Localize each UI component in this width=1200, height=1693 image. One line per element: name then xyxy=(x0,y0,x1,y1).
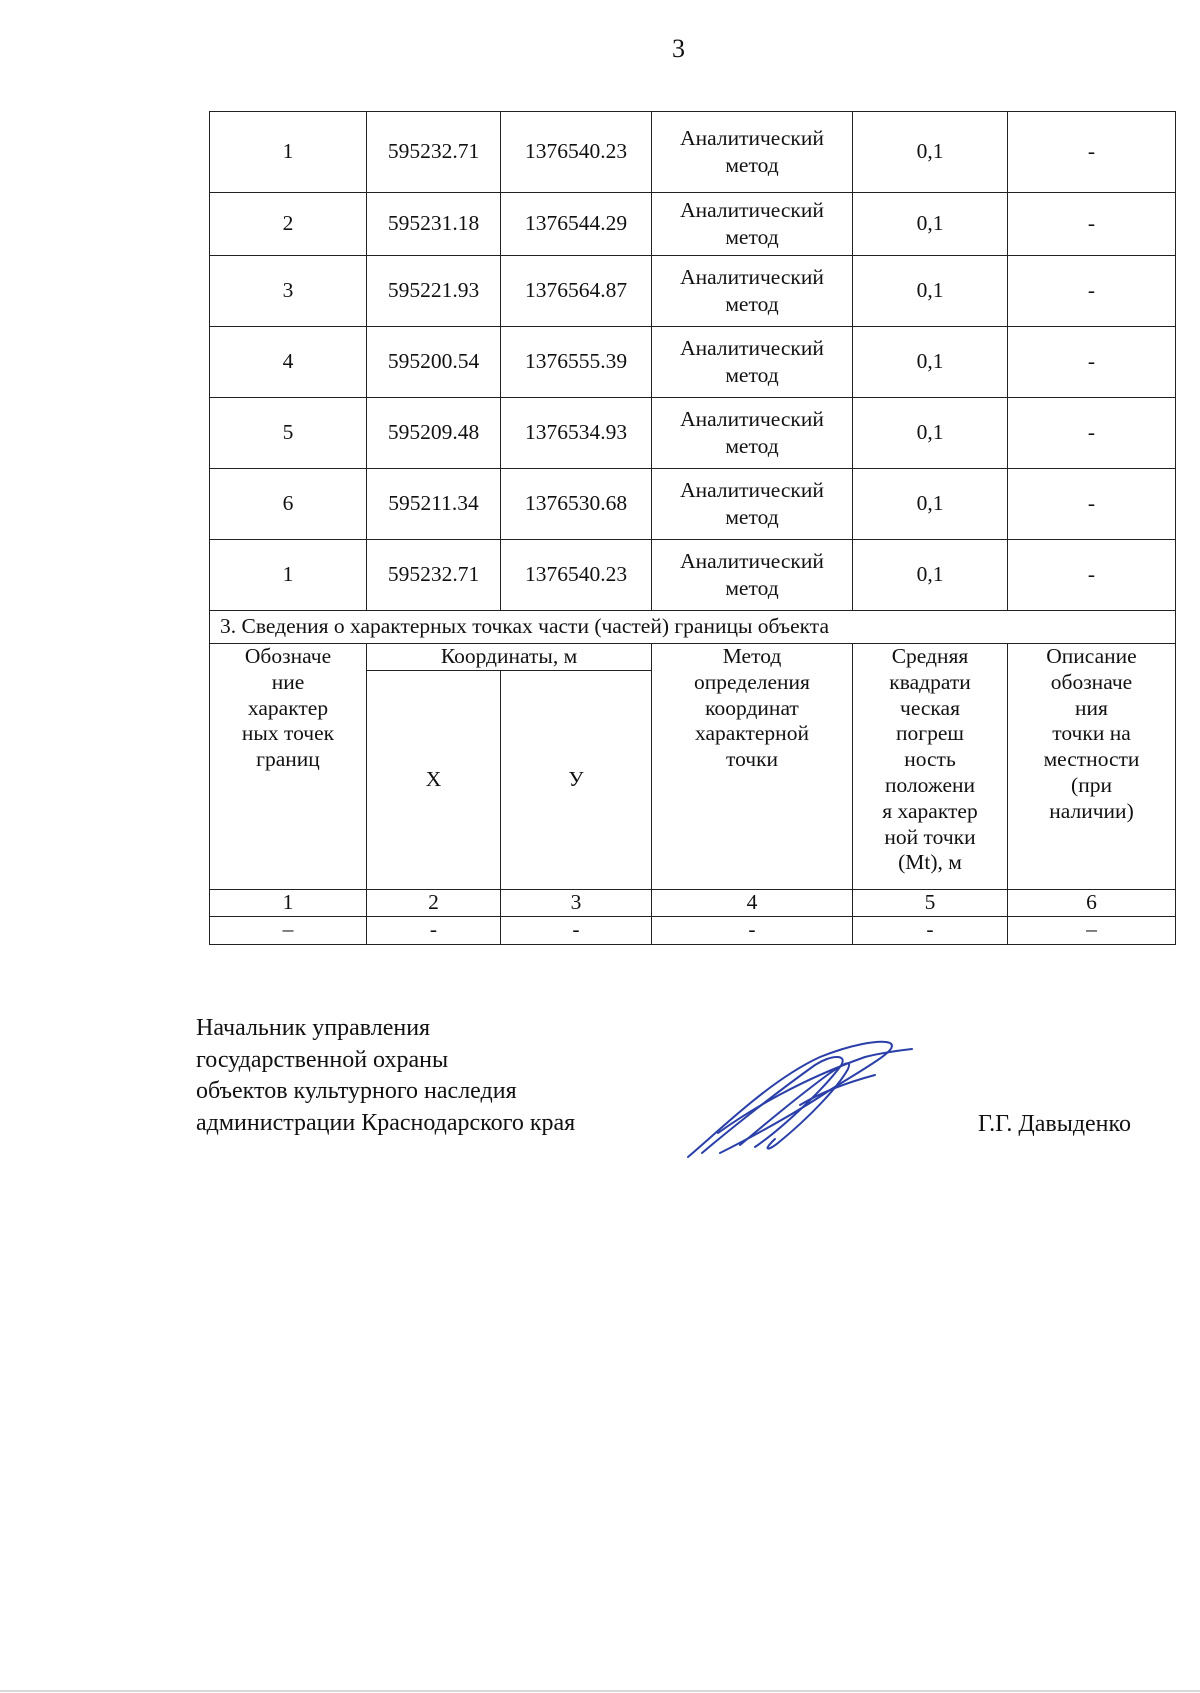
method-cell xyxy=(652,398,853,469)
coord-x: 595200.54 xyxy=(367,327,501,398)
error-value: 0,1 xyxy=(853,398,1008,469)
header-coordinates: Координаты, м xyxy=(367,644,652,671)
table-row xyxy=(210,398,1176,469)
dash-cell: - xyxy=(853,917,1008,945)
header-error xyxy=(853,644,1008,890)
header-row xyxy=(210,644,1176,671)
header-description xyxy=(1008,644,1176,890)
header-line: положени xyxy=(884,772,976,797)
header-line: ной точки xyxy=(884,824,976,849)
section-title: 3. Сведения о характерных точках части (частей) границы объекта xyxy=(210,611,1176,644)
coord-x: 595232.71 xyxy=(367,112,501,193)
method-line-2: метод xyxy=(725,292,779,316)
header-line: обозначе xyxy=(1050,669,1133,694)
column-number: 1 xyxy=(210,890,367,917)
method-line-1: Аналитический xyxy=(680,407,824,432)
header-line: характерной xyxy=(695,721,809,746)
header-line: границ xyxy=(256,747,320,772)
empty-data-row xyxy=(210,917,1176,945)
method-cell xyxy=(652,112,853,193)
header-line: Обозначе xyxy=(244,644,332,668)
error-value: 0,1 xyxy=(853,193,1008,256)
dash-cell: - xyxy=(652,917,853,945)
method-cell xyxy=(652,540,853,611)
description-value: - xyxy=(1008,256,1176,327)
description-value: - xyxy=(1008,398,1176,469)
method-line-2: метод xyxy=(725,225,779,249)
header-line: (Mt), м xyxy=(898,850,962,875)
dash-cell: - xyxy=(367,917,501,945)
column-number: 6 xyxy=(1008,890,1176,917)
method-cell xyxy=(652,469,853,540)
coord-x: 595232.71 xyxy=(367,540,501,611)
header-line: ческая xyxy=(900,695,960,720)
description-value: - xyxy=(1008,469,1176,540)
error-value: 0,1 xyxy=(853,112,1008,193)
header-line: Описание xyxy=(1046,644,1137,668)
header-designation xyxy=(210,644,367,890)
method-line-1: Аналитический xyxy=(680,198,824,223)
point-number: 3 xyxy=(210,256,367,327)
header-y: У xyxy=(501,671,652,890)
method-line-1: Аналитический xyxy=(680,265,824,290)
position-line: Начальник управления xyxy=(196,1015,431,1041)
method-line-1: Аналитический xyxy=(680,549,824,574)
error-value: 0,1 xyxy=(853,540,1008,611)
method-cell xyxy=(652,256,853,327)
table-row xyxy=(210,256,1176,327)
error-value: 0,1 xyxy=(853,469,1008,540)
description-value: - xyxy=(1008,540,1176,611)
section-title-row xyxy=(210,611,1176,644)
method-cell xyxy=(652,193,853,256)
page-number: 3 xyxy=(672,34,685,63)
method-line-1: Аналитический xyxy=(680,478,824,503)
signatory-position xyxy=(196,1013,575,1140)
header-line: точки на xyxy=(1052,721,1131,746)
coord-y: 1376534.93 xyxy=(501,398,652,469)
column-number: 5 xyxy=(853,890,1008,917)
description-value: - xyxy=(1008,112,1176,193)
header-line: точки xyxy=(725,747,779,772)
description-value: - xyxy=(1008,193,1176,256)
coord-y: 1376564.87 xyxy=(501,256,652,327)
method-cell xyxy=(652,327,853,398)
header-line: характер xyxy=(247,695,329,720)
column-number: 2 xyxy=(367,890,501,917)
header-line: местности xyxy=(1043,747,1140,772)
method-line-2: метод xyxy=(725,505,779,529)
method-line-1: Аналитический xyxy=(680,126,824,151)
error-value: 0,1 xyxy=(853,327,1008,398)
header-method xyxy=(652,644,853,890)
coord-x: 595231.18 xyxy=(367,193,501,256)
table-row xyxy=(210,112,1176,193)
header-line: определения xyxy=(694,669,810,694)
coord-y: 1376540.23 xyxy=(501,540,652,611)
position-line: объектов культурного наследия xyxy=(196,1078,517,1105)
method-line-2: метод xyxy=(725,153,779,177)
header-line: ния xyxy=(1075,695,1108,720)
header-line: (при xyxy=(1071,772,1112,797)
point-number: 6 xyxy=(210,469,367,540)
point-number: 2 xyxy=(210,193,367,256)
dash-cell: – xyxy=(1008,917,1176,945)
column-number: 3 xyxy=(501,890,652,917)
coord-y: 1376544.29 xyxy=(501,193,652,256)
header-line: наличии) xyxy=(1049,798,1134,823)
point-number: 4 xyxy=(210,327,367,398)
point-number: 5 xyxy=(210,398,367,469)
header-line: погреш xyxy=(896,721,964,746)
column-number: 4 xyxy=(652,890,853,917)
point-number: 1 xyxy=(210,540,367,611)
table-row xyxy=(210,469,1176,540)
error-value: 0,1 xyxy=(853,256,1008,327)
column-number-row xyxy=(210,890,1176,917)
method-line-2: метод xyxy=(725,434,779,458)
header-line: квадрати xyxy=(889,669,971,694)
position-line: администрации Краснодарского края xyxy=(196,1110,576,1137)
signatory-name: Г.Г. Давыденко xyxy=(978,1111,1131,1137)
method-line-2: метод xyxy=(725,363,779,387)
header-line: ных точек xyxy=(241,721,335,746)
handwritten-signature xyxy=(680,1035,930,1165)
dash-cell: – xyxy=(210,917,367,945)
coord-y: 1376555.39 xyxy=(501,327,652,398)
table-row xyxy=(210,327,1176,398)
header-line: Средняя xyxy=(891,644,969,668)
table-row xyxy=(210,193,1176,256)
page-bottom-edge xyxy=(0,1690,1200,1692)
header-line: Метод xyxy=(722,644,782,668)
coord-y: 1376540.23 xyxy=(501,112,652,193)
header-line: ность xyxy=(904,747,956,772)
coord-x: 595209.48 xyxy=(367,398,501,469)
method-line-1: Аналитический xyxy=(680,336,824,361)
coordinates-table xyxy=(209,111,1176,945)
coord-y: 1376530.68 xyxy=(501,469,652,540)
point-number: 1 xyxy=(210,112,367,193)
header-x: Х xyxy=(367,671,501,890)
description-value: - xyxy=(1008,327,1176,398)
header-line: ние xyxy=(271,669,305,694)
table-row xyxy=(210,540,1176,611)
method-line-2: метод xyxy=(725,576,779,600)
coord-x: 595221.93 xyxy=(367,256,501,327)
header-line: я характер xyxy=(882,798,978,823)
position-line: государственной охраны xyxy=(196,1046,449,1073)
header-line: координат xyxy=(705,695,799,720)
dash-cell: - xyxy=(501,917,652,945)
coord-x: 595211.34 xyxy=(367,469,501,540)
